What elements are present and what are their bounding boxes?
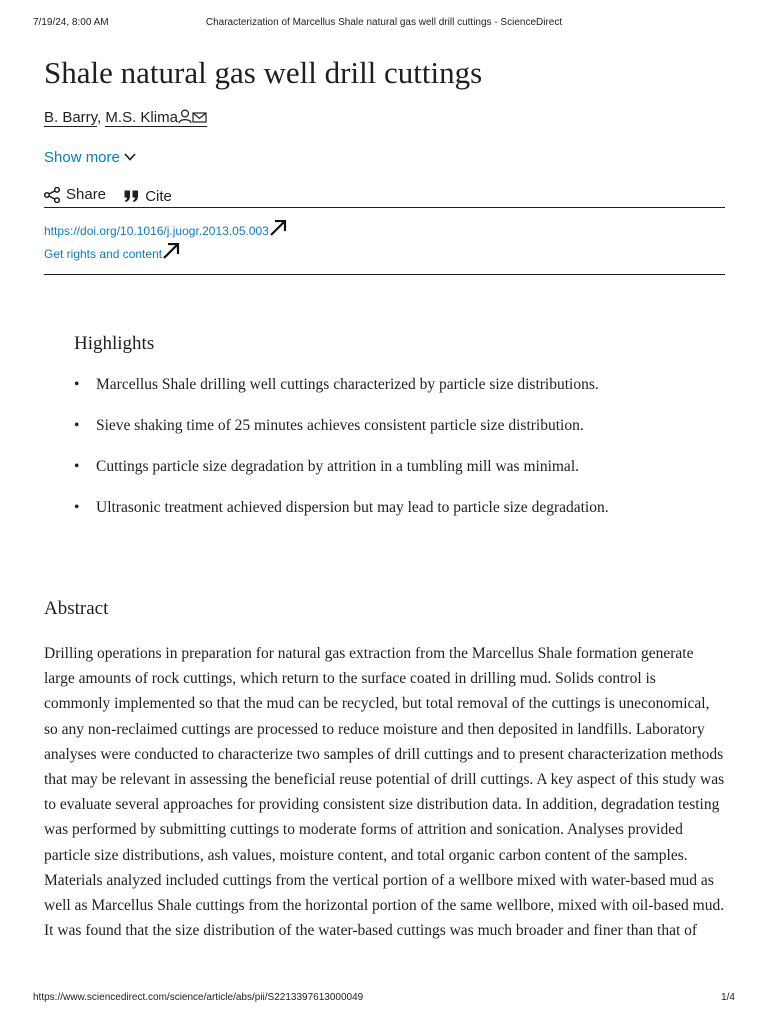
rights-link[interactable]: Get rights and content — [44, 247, 163, 261]
quote-icon — [124, 190, 139, 203]
abstract-section — [44, 597, 725, 943]
author-separator: , — [97, 109, 106, 126]
print-footer — [33, 992, 735, 1006]
external-link-arrow-icon — [162, 243, 180, 259]
highlights-heading: Highlights — [74, 333, 155, 354]
highlights-list — [74, 375, 725, 518]
article-links — [44, 208, 725, 274]
bottom-divider — [44, 274, 725, 275]
show-more-toggle[interactable] — [44, 148, 725, 168]
article-actions — [44, 185, 725, 207]
author-link-klima[interactable] — [105, 109, 207, 127]
highlights-section — [44, 332, 725, 518]
author-list — [44, 108, 725, 128]
author-link-barry[interactable]: B. Barry — [44, 109, 98, 126]
article-title: Shale natural gas well drill cuttings — [44, 55, 483, 90]
print-document-title: Characterization of Marcellus Shale natural gas well drill cuttings - ScienceDirect — [205, 17, 563, 28]
print-header — [33, 17, 735, 31]
abstract-heading: Abstract — [44, 598, 109, 619]
external-link-arrow-icon — [269, 220, 287, 236]
cite-label: Cite — [145, 187, 172, 205]
share-label: Share — [66, 186, 107, 203]
highlight-item: • Marcellus Shale drilling well cuttings characterized by particle size distributions. — [74, 375, 725, 395]
mail-icon — [192, 111, 207, 124]
print-datetime: 7/19/24, 8:00 AM — [33, 17, 109, 28]
abstract-body: Drilling operations in preparation for natural gas extraction from the Marcellus Shale formation generate large amounts of rock cuttings, which return to the surface coated in drilling mud. Solids control is commonly implemented so that the mud can be recycled, but total removal of the cuttings is uneconomical, so any non-reclaimed cuttings are processed to reduce moisture and then deposited in landfills. Laboratory analyses were conducted to characterize two samples of drill cuttings and to present characterization methods that may be relevant in assessing the beneficial reuse potential of drill cuttings. A key aspect of this study was to evaluate several approaches for providing consistent size distribution data. In addition, degradation testing was performed by submitting cuttings to moderate forms of attrition and sonication. Analyses provided particle size distributions, ash values, moisture content, and total organic carbon content of the samples. Materials analyzed included cuttings from the vertical portion of a wellbore mixed with water-based mud as well as Marcellus Shale cuttings from the horizontal portion of the same wellbore, mixed with oil-based mud. It was found that the size distribution of the water-based cuttings was much broader and finer than that of — [44, 645, 725, 940]
share-icon — [44, 187, 60, 203]
highlight-item: • Cuttings particle size degradation by attrition in a tumbling mill was minimal. — [74, 457, 725, 477]
doi-row — [44, 220, 725, 243]
person-icon — [178, 109, 192, 124]
print-page-number: 1/4 — [721, 992, 735, 1003]
cite-button[interactable] — [124, 187, 172, 207]
chevron-down-icon — [124, 153, 136, 161]
show-more-label: Show more — [44, 149, 120, 166]
rights-row — [44, 243, 725, 266]
share-button[interactable] — [44, 185, 106, 205]
print-url: https://www.sciencedirect.com/science/article/abs/pii/S2213397613000049 — [33, 992, 364, 1003]
article-content — [44, 52, 725, 943]
highlight-item: • Ultrasonic treatment achieved dispersion but may lead to particle size degradation. — [74, 498, 725, 518]
author-name-klima: M.S. Klima — [105, 109, 178, 126]
doi-link[interactable]: https://doi.org/10.1016/j.juogr.2013.05.003 — [44, 224, 269, 238]
highlight-item: • Sieve shaking time of 25 minutes achieves consistent particle size distribution. — [74, 416, 725, 436]
